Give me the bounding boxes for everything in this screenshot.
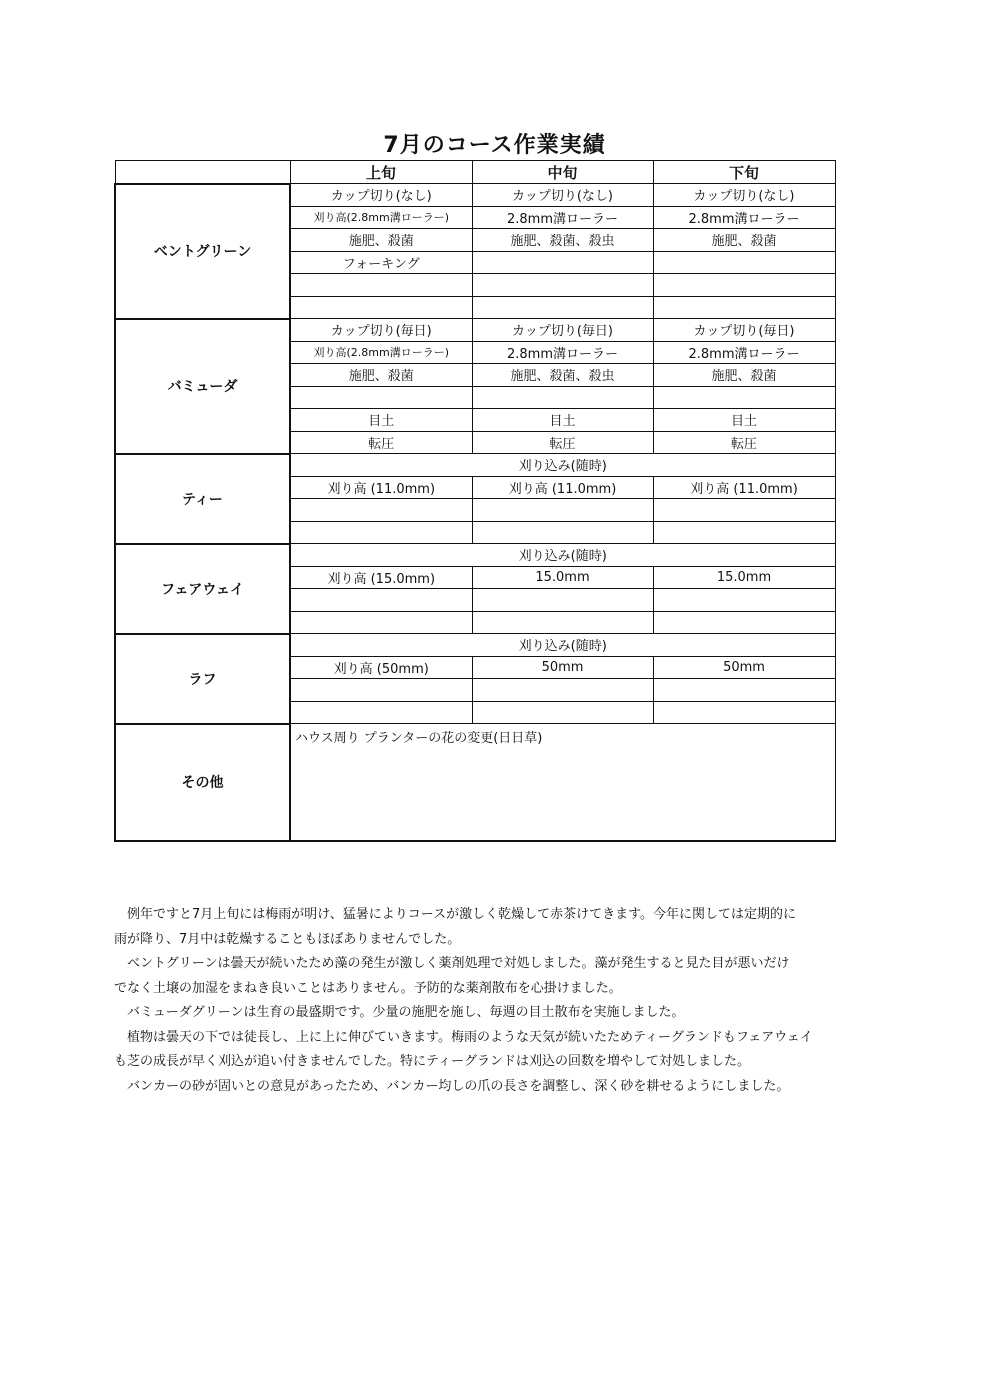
table-cell — [472, 521, 653, 544]
table-cell: 刈り高 (50mm) — [290, 656, 472, 679]
table-cell: 施肥、殺菌 — [290, 229, 472, 252]
table-cell — [472, 701, 653, 724]
table-span-cell: 刈り込み(随時) — [290, 634, 835, 657]
table-cell — [653, 589, 835, 612]
table-cell — [290, 679, 472, 702]
section-other: その他 — [115, 724, 290, 842]
table-cell: 目土 — [472, 409, 653, 432]
table-row — [115, 184, 835, 207]
paragraph: 植物は曇天の下では徒長し、上に上に伸びていきます。梅雨のような天気が続いたためティーグランドもフェアウェイ — [127, 1029, 813, 1045]
table-span-cell: 刈り込み(随時) — [290, 544, 835, 567]
table-cell: 50mm — [653, 656, 835, 679]
table-cell — [653, 499, 835, 522]
table-cell — [653, 701, 835, 724]
header-early: 上旬 — [290, 161, 472, 184]
table-cell — [472, 611, 653, 634]
table-cell: 2.8mm溝ローラー — [472, 206, 653, 229]
table-cell — [472, 296, 653, 319]
table-cell: 施肥、殺菌、殺虫 — [472, 364, 653, 387]
table-cell — [290, 499, 472, 522]
table-cell: 2.8mm溝ローラー — [472, 341, 653, 364]
report-body — [114, 903, 884, 1099]
table-cell — [653, 251, 835, 274]
table-cell: 15.0mm — [472, 566, 653, 589]
table-span-cell: 刈り込み(随時) — [290, 454, 835, 477]
table-cell: 刈り高(2.8mm溝ローラー) — [290, 341, 472, 364]
paragraph: ベントグリーンは曇天が続いたため藻の発生が激しく薬剤処理で対処しました。藻が発生すると見た目が悪いだけ — [127, 956, 790, 971]
table-cell — [653, 274, 835, 297]
table-cell: 施肥、殺菌 — [653, 229, 835, 252]
table-cell: カップ切り(毎日) — [653, 319, 835, 342]
table-cell: 刈り高 (11.0mm) — [290, 476, 472, 499]
table-cell: 目土 — [290, 409, 472, 432]
section-fairway: フェアウェイ — [115, 544, 290, 634]
table-cell: 50mm — [472, 656, 653, 679]
section-bermuda: バミューダ — [115, 319, 290, 454]
paragraph: も芝の成長が早く刈込が追い付きませんでした。特にティーグランドは刈込の回数を増やして対処しました。 — [114, 1054, 750, 1069]
table-cell — [653, 611, 835, 634]
table-cell — [290, 521, 472, 544]
table-cell: カップ切り(毎日) — [290, 319, 472, 342]
table-header-row — [115, 161, 835, 184]
course-work-table — [114, 160, 836, 842]
table-row — [115, 724, 835, 842]
table-row — [115, 634, 835, 657]
table-cell: 2.8mm溝ローラー — [653, 206, 835, 229]
header-late: 下旬 — [653, 161, 835, 184]
table-cell: 転圧 — [290, 431, 472, 454]
section-rough: ラフ — [115, 634, 290, 724]
table-cell — [472, 386, 653, 409]
section-bent-green: ベントグリーン — [115, 184, 290, 319]
paragraph: バミューダグリーンは生育の最盛期です。少量の施肥を施し、毎週の目土散布を実施しました。 — [127, 1005, 685, 1020]
section-tee: ティー — [115, 454, 290, 544]
table-cell: 刈り高 (11.0mm) — [653, 476, 835, 499]
table-cell — [290, 611, 472, 634]
paragraph: でなく土壌の加湿をまねき良いことはありません。予防的な薬剤散布を心掛けました。 — [114, 980, 622, 996]
table-cell — [290, 274, 472, 297]
table-cell: 施肥、殺菌 — [653, 364, 835, 387]
table-cell: 刈り高 (11.0mm) — [472, 476, 653, 499]
table-cell — [653, 679, 835, 702]
table-row — [115, 454, 835, 477]
table-cell — [653, 296, 835, 319]
table-cell — [290, 589, 472, 612]
table-cell: 刈り高 (15.0mm) — [290, 566, 472, 589]
table-cell — [290, 701, 472, 724]
header-mid: 中旬 — [472, 161, 653, 184]
table-cell: カップ切り(毎日) — [472, 319, 653, 342]
table-cell: 刈り高(2.8mm溝ローラー) — [290, 206, 472, 229]
table-cell: 転圧 — [653, 431, 835, 454]
table-cell: 施肥、殺菌、殺虫 — [472, 229, 653, 252]
page-title: 7月のコース作業実績 — [383, 133, 606, 158]
table-cell — [472, 589, 653, 612]
other-notes: ハウス周り プランターの花の変更(日日草) — [290, 724, 835, 842]
table-row — [115, 319, 835, 342]
table-cell — [472, 679, 653, 702]
table-cell: 転圧 — [472, 431, 653, 454]
table-cell — [472, 251, 653, 274]
table-cell: 15.0mm — [653, 566, 835, 589]
table-cell — [472, 274, 653, 297]
table-row — [115, 544, 835, 567]
table-cell — [472, 499, 653, 522]
table-cell: フォーキング — [290, 251, 472, 274]
table-cell — [653, 521, 835, 544]
paragraph: 例年ですと7月上旬には梅雨が明け、猛暑によりコースが激しく乾燥して赤茶けてきます。今年に関しては定期的に — [127, 907, 797, 922]
paragraph: 雨が降り、7月中は乾燥することもほぼありませんでした。 — [114, 931, 461, 947]
table-cell — [653, 386, 835, 409]
table-cell: 2.8mm溝ローラー — [653, 341, 835, 364]
table-cell: 目土 — [653, 409, 835, 432]
header-blank — [115, 161, 290, 184]
paragraph: バンカーの砂が固いとの意見があったため、バンカー均しの爪の長さを調整し、深く砂を耕せるようにしました。 — [127, 1078, 790, 1094]
table-cell: カップ切り(なし) — [290, 184, 472, 207]
table-cell — [290, 296, 472, 319]
table-cell: 施肥、殺菌 — [290, 364, 472, 387]
table-cell — [290, 386, 472, 409]
table-cell: カップ切り(なし) — [472, 184, 653, 207]
table-cell: カップ切り(なし) — [653, 184, 835, 207]
